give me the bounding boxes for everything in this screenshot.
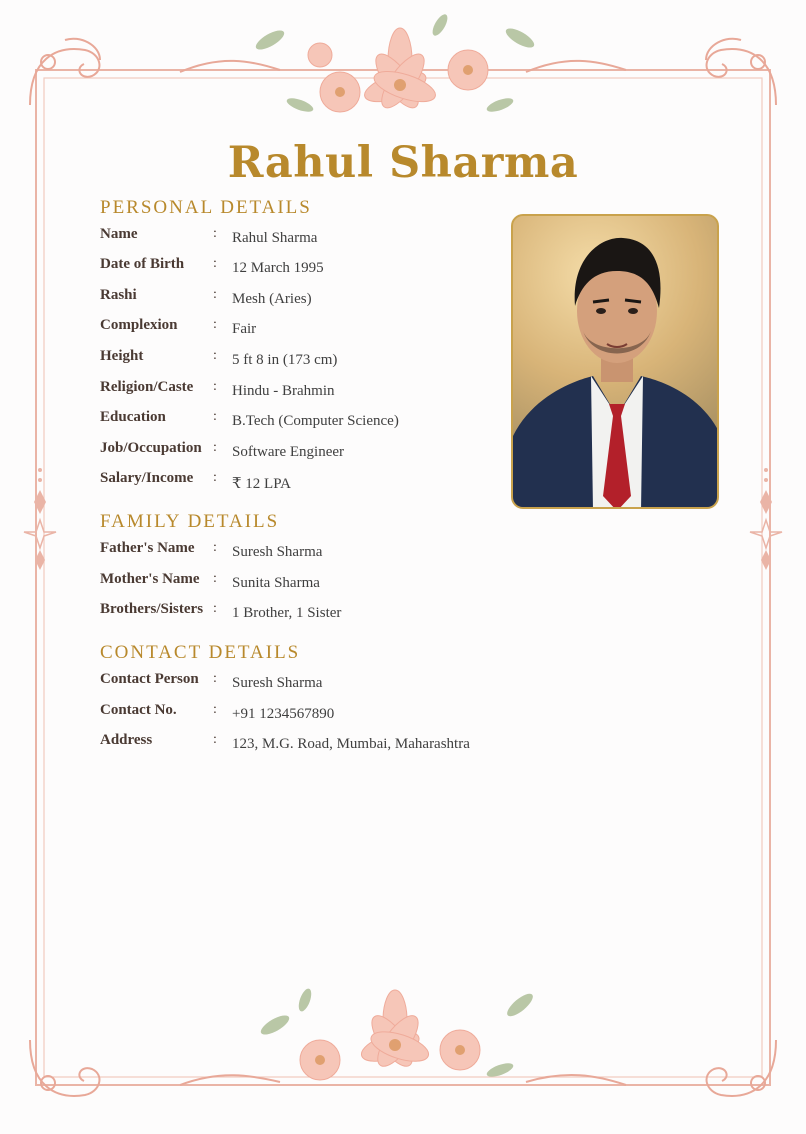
detail-row-rashi <box>100 287 500 313</box>
detail-value: 1 Brother, 1 Sister <box>232 605 342 621</box>
colon-separator: : <box>213 601 217 616</box>
detail-row-occupation <box>100 440 500 466</box>
detail-label: Contact Person <box>100 671 199 687</box>
detail-label: Contact No. <box>100 702 177 718</box>
detail-value: 5 ft 8 in (173 cm) <box>232 352 338 368</box>
detail-value: Software Engineer <box>232 444 345 460</box>
colon-separator: : <box>213 440 217 455</box>
detail-label: Complexion <box>100 317 178 333</box>
detail-label: Mother's Name <box>100 571 200 587</box>
section-heading-contact: CONTACT DETAILS <box>100 642 301 663</box>
detail-label: Name <box>100 226 138 242</box>
colon-separator: : <box>213 540 217 555</box>
colon-separator: : <box>213 287 217 302</box>
detail-row-contact-no <box>100 702 500 728</box>
detail-label: Education <box>100 409 166 425</box>
detail-row-dob <box>100 256 500 282</box>
detail-label: Father's Name <box>100 540 195 556</box>
detail-value: Mesh (Aries) <box>232 291 312 307</box>
detail-row-address <box>100 732 500 758</box>
profile-photo <box>511 214 719 509</box>
detail-value: Hindu - Brahmin <box>232 383 335 399</box>
detail-row-contact-person <box>100 671 500 697</box>
detail-row-complexion <box>100 317 500 343</box>
detail-label: Salary/Income <box>100 470 194 486</box>
detail-label: Religion/Caste <box>100 379 194 395</box>
detail-row-name <box>100 226 500 252</box>
section-heading-personal: PERSONAL DETAILS <box>100 197 312 218</box>
colon-separator: : <box>213 702 217 717</box>
detail-label: Height <box>100 348 144 364</box>
floral-top-icon <box>180 12 626 114</box>
colon-separator: : <box>213 571 217 586</box>
detail-row-education <box>100 409 500 435</box>
detail-value: Rahul Sharma <box>232 230 318 246</box>
detail-value: Sunita Sharma <box>232 575 320 591</box>
detail-value: +91 1234567890 <box>232 706 335 722</box>
detail-label: Job/Occupation <box>100 440 202 456</box>
detail-row-religion <box>100 379 500 405</box>
colon-separator: : <box>213 226 217 241</box>
detail-value: B.Tech (Computer Science) <box>232 413 399 429</box>
detail-row-mother <box>100 571 500 597</box>
detail-row-father <box>100 540 500 566</box>
detail-value: Suresh Sharma <box>232 675 323 691</box>
colon-separator: : <box>213 409 217 424</box>
detail-label: Brothers/Sisters <box>100 601 204 617</box>
detail-row-siblings <box>100 601 500 627</box>
detail-value: 123, M.G. Road, Mumbai, Maharashtra <box>232 736 470 752</box>
colon-separator: : <box>213 379 217 394</box>
detail-value: Fair <box>232 321 257 337</box>
detail-label: Address <box>100 732 153 748</box>
colon-separator: : <box>213 348 217 363</box>
detail-value: ₹ 12 LPA <box>232 476 292 492</box>
colon-separator: : <box>213 732 217 747</box>
detail-value: Suresh Sharma <box>232 544 323 560</box>
detail-label: Rashi <box>100 287 137 303</box>
detail-label: Date of Birth <box>100 256 185 272</box>
colon-separator: : <box>213 470 217 485</box>
floral-bottom-icon <box>180 987 626 1085</box>
detail-value: 12 March 1995 <box>232 260 324 276</box>
detail-row-height <box>100 348 500 374</box>
colon-separator: : <box>213 256 217 271</box>
section-heading-family: FAMILY DETAILS <box>100 511 280 532</box>
colon-separator: : <box>213 317 217 332</box>
portrait-illustration <box>513 216 719 509</box>
detail-row-salary <box>100 470 500 496</box>
colon-separator: : <box>213 671 217 686</box>
page-title: Rahul Sharma <box>227 138 579 188</box>
